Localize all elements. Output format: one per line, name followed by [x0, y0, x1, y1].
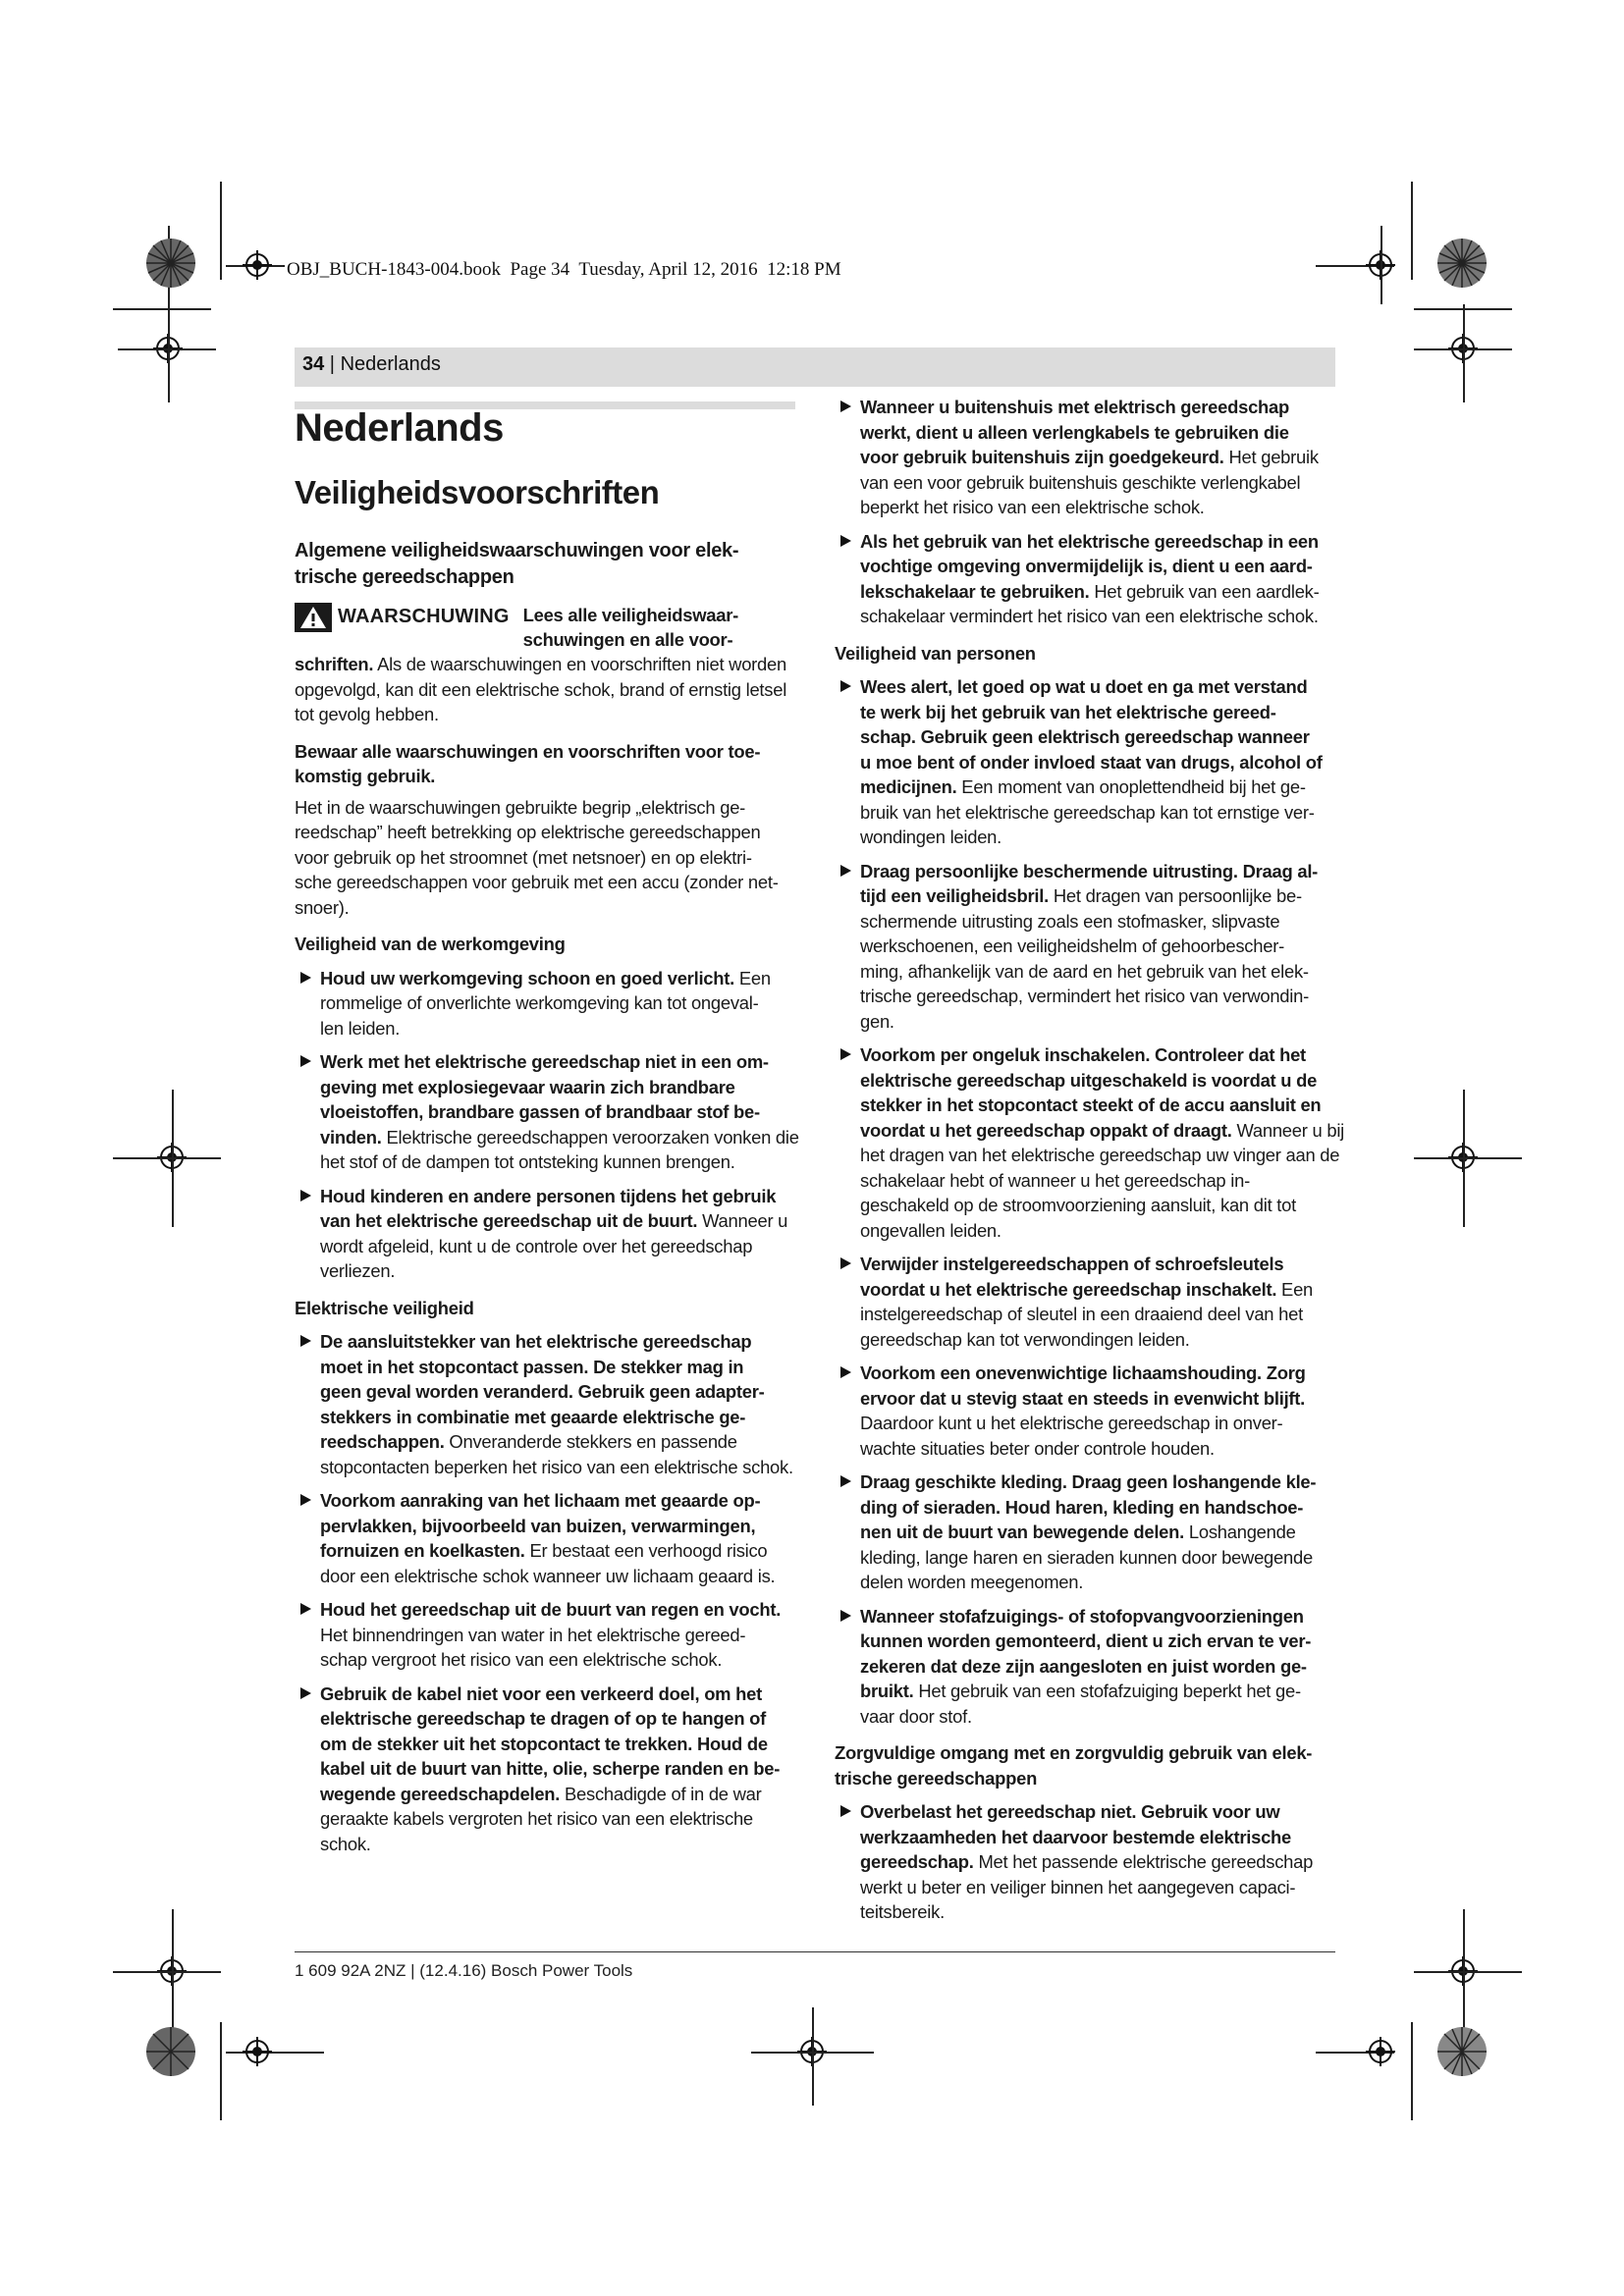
warning-label [295, 603, 510, 632]
bullet-arrow-icon [840, 865, 851, 877]
item-text: Elektrische gereedschappen veroorzaken vonken die het stof of de dampen tot ontsteking kunnen brengen. [320, 1126, 799, 1172]
page-footer: 1 609 92A 2NZ | (12.4.16) Bosch Power Tools [295, 1961, 633, 1980]
bullet-arrow-icon [840, 1475, 851, 1487]
item-lead: Draag persoonlijke beschermende uitrusting. Draag al- tijd een veiligheidsbril. [860, 860, 1319, 906]
item-text: Loshangende kleding, lange haren en sieraden kunnen door bewegende delen worden meegenomen. [860, 1522, 1313, 1592]
list-item [835, 859, 1345, 1035]
item-text: Daardoor kunt u het elektrische gereedschap in onver- wachte situaties beter onder controle houden. [860, 1413, 1283, 1459]
bullet-arrow-icon [300, 1335, 311, 1347]
warning-paragraph [295, 652, 805, 727]
bullet-arrow-icon [300, 1494, 311, 1506]
list-item [295, 1488, 805, 1588]
item-text: Een instelgereedschap of sleutel in een draaiend deel van het gereedschap kan tot verwondingen leiden. [860, 1278, 1314, 1350]
bullet-arrow-icon [300, 1055, 311, 1067]
item-lead: Wanneer stofafzuigings- of stofopvangvoorzieningen kunnen worden gemonteerd, dient u zich ervan te ver- zekeren dat deze zijn aangesloten en juist worden ge- bruikt. [860, 1605, 1312, 1701]
list-item [835, 1361, 1345, 1461]
warning-word: WAARSCHUWING [338, 606, 510, 628]
list-item [835, 1469, 1345, 1595]
item-text: Het gebruik van een stofafzuiging beperkt het ge- vaar door stof. [860, 1681, 1301, 1727]
left-sections [295, 932, 805, 1856]
item-text: Wanneer u bij het dragen van het elektrische gereedschap uw vinger aan de schakelaar hebt of wanneer u het gereedschap in- geschakeld op de stroomvoorziening aansluit, kan dit tot ongevallen leiden. [860, 1119, 1344, 1241]
bullet-arrow-icon [840, 1048, 851, 1060]
bullet-arrow-icon [840, 1610, 851, 1622]
section-heading: Veiligheid van de werkomgeving [295, 934, 566, 954]
list-item [835, 529, 1345, 629]
left-column [295, 538, 805, 1856]
list-item [835, 674, 1345, 850]
bullet-arrow-icon [840, 1366, 851, 1378]
list-item [295, 1682, 805, 1857]
item-lead: Overbelast het gereedschap niet. Gebruik voor uw werkzaamheden het daarvoor bestemde elektrische gereedschap. [860, 1801, 1292, 1872]
bullet-arrow-icon [840, 680, 851, 692]
item-text: Een rommelige of onverlichte werkomgeving kan tot ongeval- len leiden. [320, 967, 771, 1039]
warning-block [295, 603, 805, 727]
section-heading: Elektrische veiligheid [295, 1297, 474, 1318]
bullet-arrow-icon [840, 1805, 851, 1817]
list-item [835, 1799, 1345, 1925]
list-item [295, 1329, 805, 1479]
item-text: Het gebruik van een voor gebruik buitenshuis geschikte verlengkabel beperkt het risico van een elektrische schok. [860, 447, 1319, 517]
color-wheel-icon [144, 237, 197, 290]
right-sections [835, 641, 1345, 1925]
subsection-title: Algemene veiligheidswaarschuwingen voor elek- trische gereedschappen [295, 540, 739, 588]
item-lead: Houd het gereedschap uit de buurt van regen en vocht. [320, 1599, 782, 1620]
item-lead: Houd kinderen en andere personen tijdens het gebruik van het elektrische gereedschap uit de buurt. [320, 1185, 777, 1231]
item-lead: Voorkom per ongeluk inschakelen. Controleer dat het elektrische gereedschap uitgeschakeld is voordat u de stekker in het stopcontact steekt of de accu aansluit en voordat u het gereedschap oppakt of draagt. [860, 1044, 1322, 1141]
warning-bold-line-1: Lees alle veiligheidswaar- [522, 605, 739, 625]
page-header-bar [295, 347, 1335, 387]
footer-rule [295, 1951, 1335, 1952]
color-wheel-icon [1435, 2025, 1489, 2078]
warning-text: Als de waarschuwingen en voorschriften niet worden opgevolgd, kan dit een elektrische schok, brand of ernstig letsel tot gevolg hebben. [295, 654, 787, 724]
item-text: Wanneer u wordt afgeleid, kunt u de controle over het gereedschap verliezen. [320, 1210, 788, 1281]
item-text: Beschadigde of in de war geraakte kabels vergroten het risico van een elektrische schok. [320, 1783, 762, 1854]
item-lead: Gebruik de kabel niet voor een verkeerd doel, om het elektrische gereedschap te dragen of op te hangen of om de stekker uit het stopcontact te trekken. Houd de kabel uit de buurt van hitte, olie, scherpe randen en be- wegende gereedschapdelen. [320, 1682, 781, 1804]
warning-triangle-icon [295, 603, 332, 632]
page-header [302, 353, 441, 376]
list-item [835, 1252, 1345, 1352]
color-wheel-icon [144, 2025, 197, 2078]
registration-mark-icon [243, 250, 272, 280]
page-number: 34 [302, 353, 325, 375]
list-item [835, 395, 1345, 520]
list-item [835, 1042, 1345, 1243]
list-item [295, 1184, 805, 1284]
item-lead: Wanneer u buitenshuis met elektrisch gereedschap werkt, dient u alleen verlengkabels te gebruiken die voor gebruik buitenshuis zijn goedgekeurd. [860, 397, 1289, 467]
item-lead: Wees alert, let goed op wat u doet en ga met verstand te werk bij het gebruik van het elektrische gereed- schap. Gebruik geen elektrisch gereedschap wanneer u moe bent of onder invloed staat van drugs, alcohol of medicijnen. [860, 676, 1323, 797]
keep-heading: Bewaar alle waarschuwingen en voorschriften voor toe- komstig gebruik. [295, 740, 761, 786]
print-info-line: OBJ_BUCH-1843-004.book Page 34 Tuesday, April 12, 2016 12:18 PM [287, 259, 841, 280]
item-lead: Draag geschikte kleding. Draag geen loshangende kle- ding of sieraden. Houd haren, kleding en handschoe- nen uit de buurt van bewegende delen. [860, 1471, 1317, 1542]
registration-mark-icon [243, 2037, 272, 2066]
item-text: Het binnendringen van water in het elektrische gereed- schap vergroot het risico van een elektrische schok. [320, 1624, 746, 1670]
right-column [835, 395, 1345, 1925]
item-lead: Voorkom aanraking van het lichaam met geaarde op- pervlakken, bijvoorbeeld van buizen, verwarmingen, fornuizen en koelkasten. [320, 1490, 761, 1561]
item-text: Er bestaat een verhoogd risico door een elektrische schok wanneer uw lichaam geaard is. [320, 1540, 776, 1586]
bullet-arrow-icon [840, 400, 851, 412]
item-text: Het gebruik van een aardlek- schakelaar vermindert het risico van een elektrische schok. [860, 580, 1320, 626]
bullet-arrow-icon [300, 1190, 311, 1201]
item-lead: De aansluitstekker van het elektrische gereedschap moet in het stopcontact passen. De stekker mag in geen geval worden veranderd. Gebruik geen adapter- stekkers in combinatie met geaarde elektrische ge- reedschappen. [320, 1331, 765, 1452]
warning-bold-line-3: schriften. [295, 654, 374, 674]
section-heading: Zorgvuldige omgang met en zorgvuldig gebruik van elek- trische gereedschappen [835, 1742, 1313, 1789]
item-lead: Houd uw werkomgeving schoon en goed verlicht. [320, 967, 735, 988]
header-language: Nederlands [340, 353, 441, 375]
bullet-arrow-icon [840, 535, 851, 547]
list-item [295, 1049, 805, 1175]
keep-paragraph: Het in de waarschuwingen gebruikte begrip „elektrisch ge- reedschap” heeft betrekking op elektrische gereedschappen voor gebruik op het stroomnet (met netsnoer) en op elektri- sche gereedschappen voor gebruik met een accu (zonder net- snoer). [295, 796, 779, 918]
warning-bold-lines [523, 603, 738, 652]
bullet-arrow-icon [300, 1603, 311, 1615]
item-text: Een moment van onoplettendheid bij het ge- bruik van het elektrische gereedschap kan tot ernstige ver- wondingen leiden. [860, 776, 1315, 847]
header-separator: | [324, 353, 341, 375]
list-item [295, 1597, 805, 1673]
item-text: Met het passende elektrische gereedschap werkt u beter en veiliger binnen het aangegeven capaci- teitsbereik. [860, 1851, 1314, 1922]
color-wheel-icon [1435, 237, 1489, 290]
item-lead: Als het gebruik van het elektrische gereedschap in een vochtige omgeving onvermijdelijk is, dient u een aard- lekschakelaar te gebruiken. [860, 530, 1319, 602]
item-lead: Verwijder instelgereedschappen of schroefsleutels voordat u het elektrische gereedschap inschakelt. [860, 1254, 1284, 1300]
bullet-arrow-icon [300, 972, 311, 984]
right-top-items [835, 395, 1345, 629]
registration-mark-icon [1366, 2037, 1395, 2066]
list-item [295, 966, 805, 1041]
item-text: Het dragen van persoonlijke be- schermende uitrusting zoals een stofmasker, slipvaste werkschoenen, een veiligheidshelm of gehoorbescher- ming, afhankelijk van de aard en het gebruik van het elek- trische gereedschap, vermindert het risico van verwondin- gen. [860, 885, 1309, 1032]
item-text: Onveranderde stekkers en passende stopcontacten beperken het risico van een elektrische schok. [320, 1431, 793, 1477]
page-title: Nederlands [295, 406, 504, 450]
warning-bold-line-2: schuwingen en alle voor- [522, 629, 733, 650]
bullet-arrow-icon [300, 1687, 311, 1699]
item-lead: Voorkom een onevenwichtige lichaamshouding. Zorg ervoor dat u stevig staat en steeds in evenwicht blijft. [860, 1362, 1306, 1409]
section-heading: Veiligheid van personen [835, 642, 1036, 664]
bullet-arrow-icon [840, 1257, 851, 1269]
item-lead: Werk met het elektrische gereedschap niet in een om- geving met explosiegevaar waarin zich brandbare vloeistoffen, brandbare gassen of brandbaar stof be- vinden. [320, 1051, 769, 1148]
list-item [835, 1604, 1345, 1730]
section-title: Veiligheidsvoorschriften [295, 474, 660, 510]
